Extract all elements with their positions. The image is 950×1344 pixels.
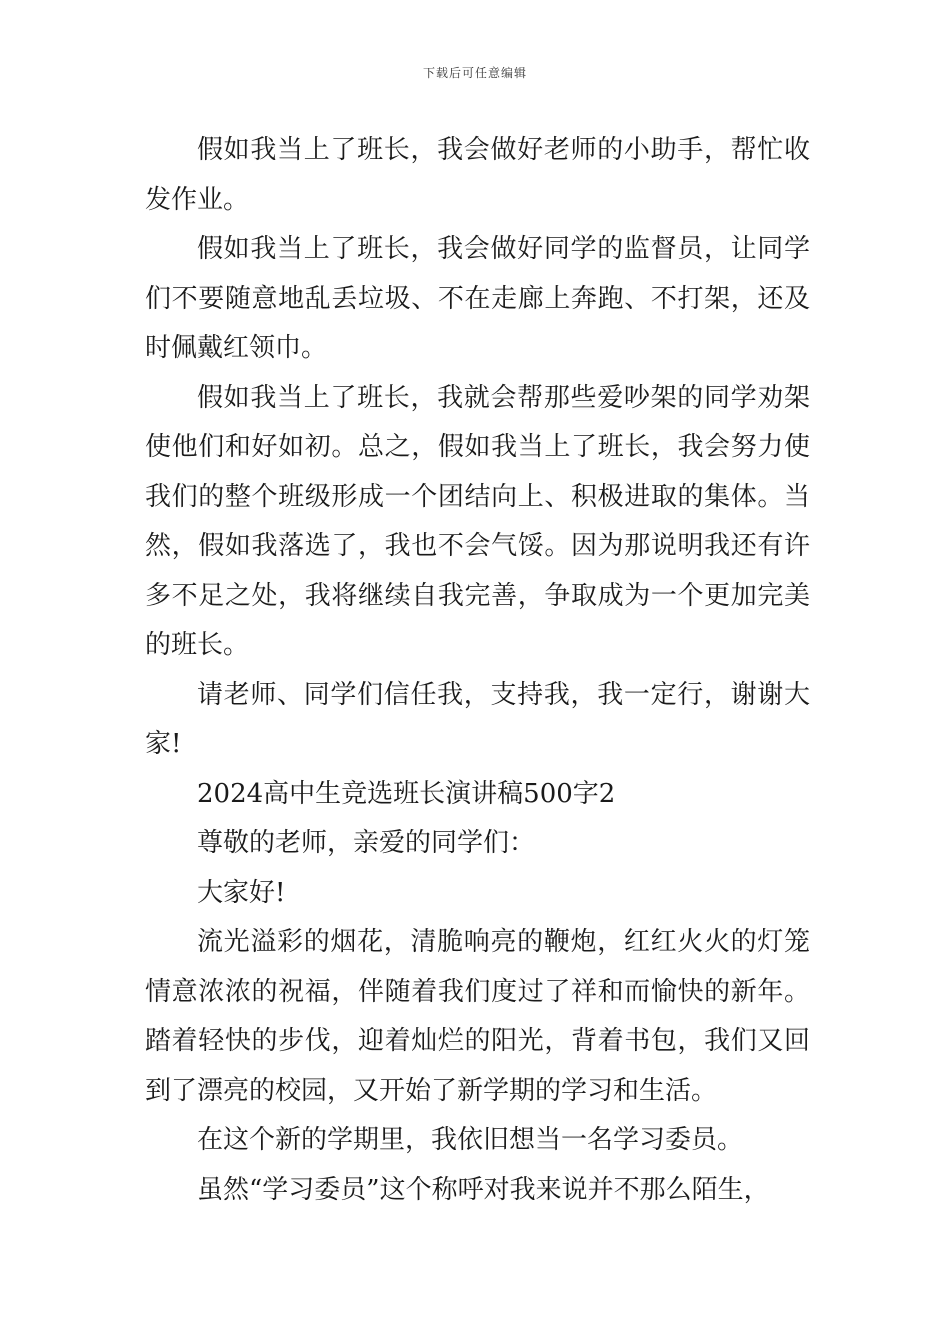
paragraph-closing-thanks: 请老师、同学们信任我，支持我，我一定行，谢谢大家! xyxy=(145,679,810,759)
section-title: 2024高中生竞选班长演讲稿500字2 xyxy=(197,778,616,809)
salutation: 尊敬的老师，亲爱的同学们： xyxy=(197,828,536,858)
paragraph-not-unfamiliar: 虽然“学习委员”这个称呼对我来说并不那么陌生， xyxy=(197,1174,770,1205)
document-body xyxy=(145,126,810,1215)
paragraph-monitor-helper: 假如我当上了班长，我会做好老师的小助手，帮忙收发作业。 xyxy=(145,135,810,215)
paragraph-study-committee: 在这个新的学期里，我依旧想当一名学习委员。 xyxy=(197,1125,744,1155)
paragraph-monitor-supervisor: 假如我当上了班长，我会做好同学的监督员，让同学们不要随意地乱丢垃圾、不在走廊上奔跑、不打架，还及时佩戴红领巾。 xyxy=(145,234,810,363)
paragraph-new-year: 流光溢彩的烟花，清脆响亮的鞭炮，红红火火的灯笼情意浓浓的祝福，伴随着我们度过了祥和而愉快的新年。踏着轻快的步伐，迎着灿烂的阳光，背着书包，我们又回到了漂亮的校园，又开始了新学期的学习和生活。 xyxy=(145,927,810,1106)
greeting: 大家好! xyxy=(197,877,286,908)
page-header: 下载后可任意编辑 xyxy=(422,66,527,80)
paragraph-monitor-mediator: 假如我当上了班长，我就会帮那些爱吵架的同学劝架使他们和好如初。总之，假如我当上了班长，我会努力使我们的整个班级形成一个团结向上、积极进取的集体。当然，假如我落选了，我也不会气馁。因为那说明我还有许多不足之处，我将继续自我完善，争取成为一个更加完美的班长。 xyxy=(145,382,810,660)
